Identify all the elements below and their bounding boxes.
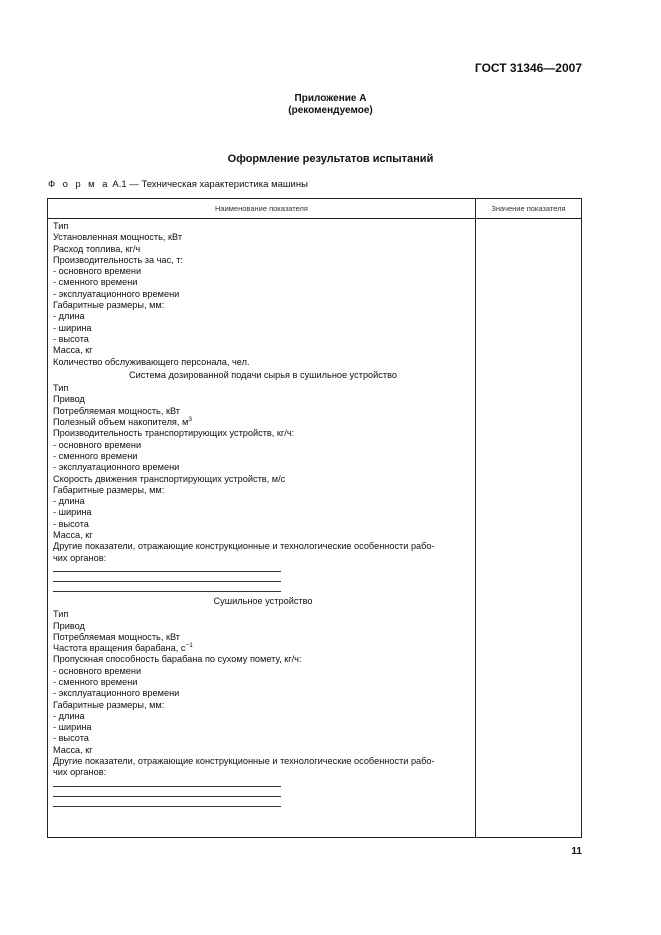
table-row	[53, 507, 473, 518]
row-label: Другие показатели, отражающие конструкционные и технологические особенности рабо-	[53, 756, 435, 767]
row-label: Другие показатели, отражающие конструкционные и технологические особенности рабо-	[53, 541, 435, 552]
unit-exponent: 3	[188, 416, 192, 424]
table-row	[53, 541, 473, 552]
row-label: - эксплуатационного времени	[53, 288, 180, 299]
table-row	[53, 345, 473, 356]
table-row	[53, 221, 473, 232]
header-divider	[48, 218, 581, 219]
row-label: Производительность за час, т:	[53, 254, 183, 265]
entry-rule	[53, 571, 281, 572]
row-label: - эксплуатационного времени	[53, 688, 180, 699]
table-row	[53, 621, 473, 632]
row-label: Система дозированной подачи сырья в сушильное устройство	[128, 369, 397, 380]
column-header-value: Значение показателя	[491, 204, 566, 213]
section-title: Оформление результатов испытаний	[227, 153, 434, 165]
blank-entry-line	[53, 574, 473, 584]
table-row	[53, 277, 473, 288]
row-label: Тип	[53, 609, 69, 620]
table-row	[53, 244, 473, 255]
entry-rule	[53, 786, 281, 787]
table-row	[53, 300, 473, 311]
blank-entry-line	[53, 779, 473, 789]
table-row	[53, 266, 473, 277]
table-row	[53, 677, 473, 688]
table-row	[53, 767, 473, 778]
row-label: Масса, кг	[53, 744, 93, 755]
row-label: Частота вращения барабана, с	[53, 643, 186, 654]
row-label: Скорость движения транспортирующих устройств, м/с	[53, 473, 286, 484]
row-label: Потребляемая мощность, кВт	[53, 405, 180, 416]
row-label: Привод	[53, 620, 85, 631]
row-label: - основного времени	[53, 439, 142, 450]
row-label: - ширина	[53, 722, 92, 733]
table-row	[53, 428, 473, 439]
table-row	[53, 406, 473, 417]
unit-exponent: −1	[185, 642, 193, 650]
row-label: - ширина	[53, 322, 92, 333]
table-row	[53, 383, 473, 394]
row-label: Тип	[53, 221, 69, 231]
row-label: - высота	[53, 333, 89, 344]
row-label: - сменного времени	[53, 277, 138, 288]
appendix-title: Приложение А	[294, 93, 367, 104]
row-label: - сменного времени	[53, 676, 138, 687]
standard-number: ГОСТ 31346—2007	[474, 61, 582, 75]
row-label: Пропускная способность барабана по сухому помету, кг/ч:	[53, 654, 302, 665]
row-label: - длина	[53, 710, 85, 721]
table-row	[53, 666, 473, 677]
table-row	[53, 733, 473, 744]
table-row	[53, 485, 473, 496]
appendix-heading	[0, 93, 661, 117]
page-number: 11	[571, 846, 582, 857]
table-row	[53, 451, 473, 462]
blank-entry-line	[53, 584, 473, 594]
table-subsection-header	[53, 596, 473, 607]
characteristics-table	[47, 198, 582, 838]
table-row	[53, 609, 473, 620]
row-label: Установленная мощность, кВт	[53, 232, 183, 243]
table-row	[53, 654, 473, 665]
row-label: Тип	[53, 383, 69, 394]
table-row	[53, 700, 473, 711]
form-prefix: Ф о р м а	[48, 179, 110, 190]
table-row	[53, 474, 473, 485]
table-row	[53, 334, 473, 345]
row-label: - основного времени	[53, 665, 142, 676]
row-label: Масса, кг	[53, 530, 93, 541]
row-label: Сушильное устройство	[213, 595, 313, 606]
blank-entry-line	[53, 789, 473, 799]
table-row	[53, 553, 473, 564]
row-label: Габаритные размеры, мм:	[53, 699, 165, 710]
row-label: Расход топлива, кг/ч	[53, 243, 141, 254]
table-row	[53, 323, 473, 334]
row-label: - высота	[53, 733, 89, 744]
row-label: чих органов:	[53, 552, 107, 563]
table-row	[53, 417, 473, 428]
table-row	[53, 289, 473, 300]
table-row	[53, 357, 473, 368]
column-divider	[475, 199, 476, 837]
table-row	[53, 688, 473, 699]
row-label: - высота	[53, 518, 89, 529]
row-label: Привод	[53, 394, 85, 405]
row-label: - длина	[53, 496, 85, 507]
table-row	[53, 394, 473, 405]
row-label: Масса, кг	[53, 345, 93, 356]
row-label: - длина	[53, 311, 85, 322]
row-label: Габаритные размеры, мм:	[53, 484, 165, 495]
entry-rule	[53, 581, 281, 582]
entry-rule	[53, 806, 281, 807]
row-label: - ширина	[53, 507, 92, 518]
appendix-subtitle: (рекомендуемое)	[288, 105, 373, 116]
row-label: чих органов:	[53, 767, 107, 778]
entry-rule	[53, 796, 281, 797]
form-caption	[48, 179, 308, 190]
entry-rule	[53, 591, 281, 592]
table-rows	[53, 221, 473, 809]
column-header-name: Наименование показателя	[215, 204, 308, 213]
form-title: А.1 — Техническая характеристика машины	[112, 179, 308, 190]
row-label: - сменного времени	[53, 450, 138, 461]
table-row	[53, 519, 473, 530]
row-label: Габаритные размеры, мм:	[53, 300, 165, 311]
table-row	[53, 232, 473, 243]
row-label: Полезный объем накопителя, м	[53, 417, 189, 428]
table-row	[53, 462, 473, 473]
table-row	[53, 440, 473, 451]
table-subsection-header	[53, 370, 473, 381]
table-row	[53, 711, 473, 722]
blank-entry-line	[53, 799, 473, 809]
row-label: - основного времени	[53, 266, 142, 277]
table-row	[53, 643, 473, 654]
table-row	[53, 530, 473, 541]
table-row	[53, 311, 473, 322]
row-label: Потребляемая мощность, кВт	[53, 631, 180, 642]
table-row	[53, 255, 473, 266]
table-row	[53, 632, 473, 643]
table-row	[53, 496, 473, 507]
blank-entry-line	[53, 564, 473, 574]
table-row	[53, 756, 473, 767]
row-label: Производительность транспортирующих устройств, кг/ч:	[53, 428, 295, 439]
table-row	[53, 722, 473, 733]
row-label: - эксплуатационного времени	[53, 462, 180, 473]
table-row	[53, 745, 473, 756]
row-label: Количество обслуживающего персонала, чел.	[53, 356, 250, 367]
